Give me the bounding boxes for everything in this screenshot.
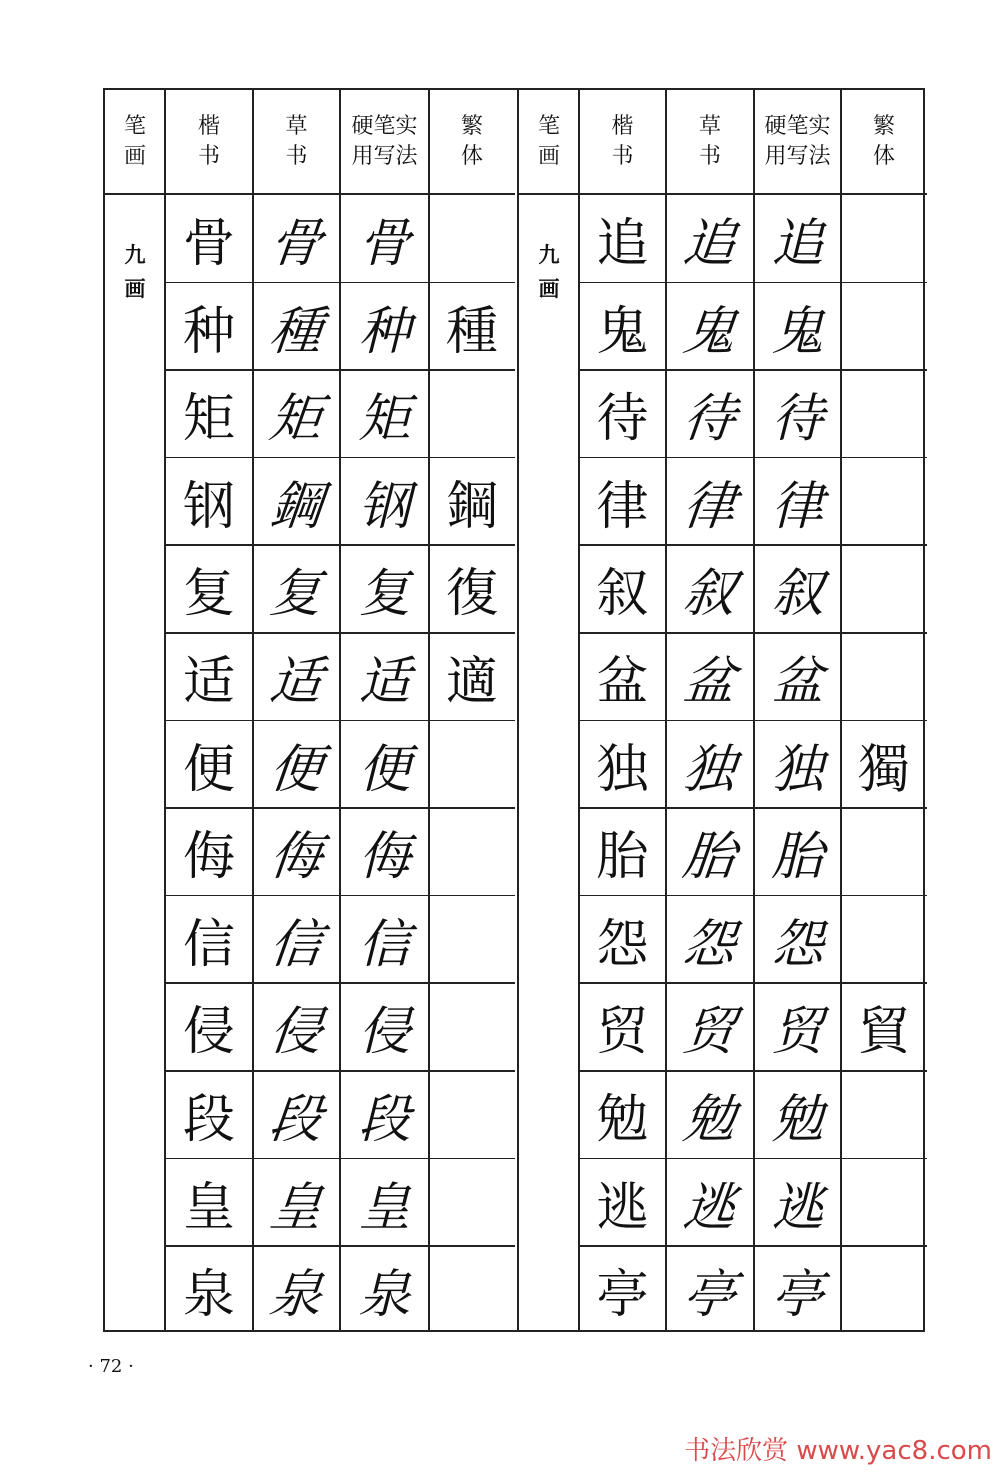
traditional-header (429, 90, 515, 195)
kaishu-char: 信 (182, 914, 235, 975)
hardpen-char: 亭 (771, 1265, 824, 1326)
traditional-char (429, 808, 515, 895)
traditional-char: 種 (445, 301, 498, 362)
traditional-char (841, 370, 927, 457)
hardpen-char: 勉 (771, 1090, 824, 1150)
hardpen-char: 便 (358, 739, 411, 800)
kaishu-char: 复 (182, 564, 235, 625)
traditional-char: 獨 (857, 739, 910, 800)
traditional-char (429, 370, 515, 457)
caoshu-char: 信 (266, 914, 326, 975)
hardpen-header-label: 硬笔实 用写法 (764, 113, 831, 169)
kaishu-char: 追 (596, 214, 649, 274)
caoshu-char: 勉 (680, 1090, 739, 1150)
stroke-header (105, 90, 165, 195)
table-right-half (517, 90, 927, 1330)
caoshu-char: 種 (266, 301, 326, 362)
hardpen-char: 复 (358, 564, 411, 625)
caoshu-char: 泉 (266, 1265, 326, 1326)
hardpen-char: 信 (358, 914, 411, 975)
caoshu-char: 侵 (266, 1002, 326, 1063)
kaishu-char: 独 (596, 739, 649, 800)
hardpen-char: 贸 (771, 1002, 824, 1063)
stroke-header-label: 笔 画 (537, 113, 560, 169)
traditional-header-label: 繁 体 (872, 113, 895, 169)
caoshu-char: 追 (680, 214, 739, 274)
traditional-char: 貿 (857, 1002, 910, 1063)
traditional-header (841, 90, 927, 195)
caoshu-char: 段 (266, 1090, 326, 1150)
hardpen-char: 种 (358, 301, 411, 362)
kaishu-char: 矩 (182, 389, 235, 450)
traditional-char: 適 (445, 652, 498, 712)
character-table (103, 88, 925, 1332)
caoshu-char: 皇 (266, 1177, 326, 1238)
hardpen-char: 泉 (358, 1265, 411, 1326)
kaishu-char: 侵 (182, 1002, 235, 1063)
traditional-char: 鋼 (445, 476, 498, 537)
traditional-char (429, 896, 515, 983)
kaishu-char: 骨 (182, 214, 235, 274)
caoshu-header-label: 草 书 (285, 113, 308, 169)
hardpen-header-label: 硬笔实 用写法 (351, 113, 418, 169)
kaishu-char: 贸 (596, 1002, 649, 1063)
hardpen-header (340, 90, 429, 195)
kaishu-char: 亭 (596, 1265, 649, 1326)
hardpen-char: 独 (771, 739, 824, 800)
caoshu-char: 鬼 (680, 301, 739, 362)
kaishu-char: 逃 (596, 1177, 649, 1238)
caoshu-header-label: 草 书 (698, 113, 721, 169)
caoshu-char: 便 (266, 739, 326, 800)
kaishu-char: 段 (182, 1090, 235, 1150)
hardpen-char: 追 (771, 214, 824, 274)
hardpen-char: 段 (358, 1090, 411, 1150)
traditional-char (841, 458, 927, 545)
kaishu-char: 钢 (182, 476, 235, 537)
traditional-char (841, 1071, 927, 1158)
hardpen-char: 叙 (771, 564, 824, 625)
kaishu-char: 待 (596, 389, 649, 450)
traditional-char (841, 896, 927, 983)
hardpen-char: 律 (771, 476, 824, 537)
kaishu-header (165, 90, 253, 195)
kaishu-char: 勉 (596, 1090, 649, 1150)
traditional-char (841, 195, 927, 282)
traditional-char (841, 633, 927, 720)
hardpen-char: 矩 (358, 389, 411, 450)
caoshu-char: 独 (680, 739, 739, 800)
stroke-header (519, 90, 579, 195)
traditional-char (841, 808, 927, 895)
caoshu-char: 贸 (680, 1002, 739, 1063)
traditional-char (429, 721, 515, 808)
hardpen-char: 侵 (358, 1002, 411, 1063)
kaishu-char: 便 (182, 739, 235, 800)
traditional-char (429, 1071, 515, 1158)
hardpen-char: 逃 (771, 1177, 824, 1238)
traditional-char (841, 1159, 927, 1246)
caoshu-header (666, 90, 754, 195)
traditional-char (429, 195, 515, 282)
hardpen-char: 皇 (358, 1177, 411, 1238)
hardpen-char: 怨 (771, 914, 824, 975)
kaishu-char: 鬼 (596, 301, 649, 362)
stroke-count-label: 九 画 (538, 242, 560, 301)
hardpen-header (754, 90, 841, 195)
kaishu-char: 适 (182, 652, 235, 712)
caoshu-char: 矩 (266, 389, 326, 450)
hardpen-char: 钢 (358, 476, 411, 537)
kaishu-char: 胎 (596, 827, 649, 888)
hardpen-char: 盆 (771, 652, 824, 712)
caoshu-char: 律 (680, 476, 739, 537)
kaishu-char: 泉 (182, 1265, 235, 1326)
caoshu-char: 亭 (680, 1265, 739, 1326)
caoshu-char: 盆 (680, 652, 739, 712)
kaishu-char: 皇 (182, 1177, 235, 1238)
traditional-char (429, 983, 515, 1070)
hardpen-char: 鬼 (771, 301, 824, 362)
kaishu-header (579, 90, 666, 195)
traditional-char (841, 1246, 927, 1333)
watermark: 书法欣赏 www.yac8.com (684, 1436, 992, 1466)
traditional-char (429, 1159, 515, 1246)
kaishu-char: 种 (182, 301, 235, 362)
traditional-header-label: 繁 体 (460, 113, 483, 169)
kaishu-header-label: 楷 书 (611, 113, 634, 169)
table-left-half (105, 90, 517, 1330)
traditional-char: 復 (445, 564, 498, 625)
hardpen-char: 待 (771, 389, 824, 450)
stroke-count-label: 九 画 (124, 242, 146, 301)
hardpen-char: 骨 (358, 214, 411, 274)
caoshu-char: 胎 (680, 827, 739, 888)
hardpen-char: 适 (358, 652, 411, 712)
caoshu-header (253, 90, 340, 195)
kaishu-header-label: 楷 书 (197, 113, 220, 169)
traditional-char (429, 1246, 515, 1333)
kaishu-char: 侮 (182, 827, 235, 888)
caoshu-char: 怨 (680, 914, 739, 975)
hardpen-char: 侮 (358, 827, 411, 888)
kaishu-char: 叙 (596, 564, 649, 625)
caoshu-char: 待 (680, 389, 739, 450)
caoshu-char: 鋼 (266, 476, 326, 537)
caoshu-char: 叙 (680, 564, 739, 625)
hardpen-char: 胎 (771, 827, 824, 888)
caoshu-char: 骨 (266, 214, 326, 274)
traditional-char (841, 283, 927, 370)
kaishu-char: 律 (596, 476, 649, 537)
caoshu-char: 侮 (266, 827, 326, 888)
stroke-header-label: 笔 画 (123, 113, 146, 169)
page-number: · 72 · (88, 1356, 134, 1377)
kaishu-char: 盆 (596, 652, 649, 712)
kaishu-char: 怨 (596, 914, 649, 975)
caoshu-char: 逃 (680, 1177, 739, 1238)
caoshu-char: 复 (266, 564, 326, 625)
traditional-char (841, 545, 927, 632)
caoshu-char: 适 (266, 652, 326, 712)
